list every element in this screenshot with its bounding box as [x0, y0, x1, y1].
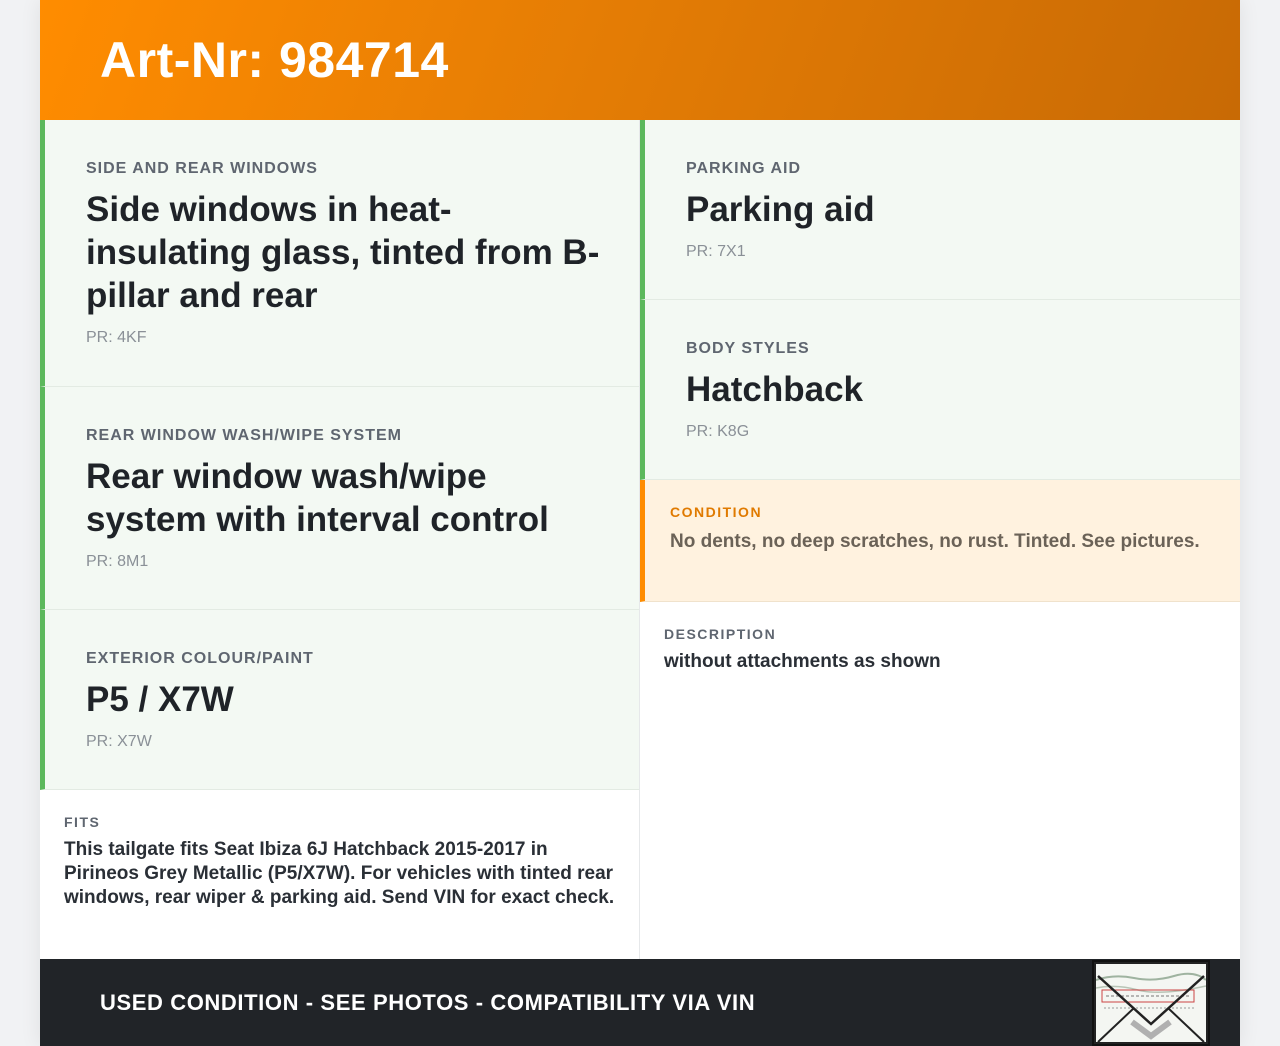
article-number-title: Art-Nr: 984714 — [100, 32, 449, 88]
spec-pr-code: PR: X7W — [86, 733, 152, 750]
spec-label: EXTERIOR COLOUR/PAINT — [86, 650, 314, 667]
spec-value: Hatchback — [686, 370, 864, 409]
spec-pr-code: PR: 8M1 — [86, 553, 149, 570]
condition-text: No dents, no deep scratches, no rust. Tinted. See pictures. — [670, 531, 1200, 552]
spec-value: Rear window wash/wipe system with interval control — [86, 457, 549, 539]
spec-label: BODY STYLES — [686, 340, 810, 357]
spec-pr-code: PR: K8G — [686, 423, 750, 440]
spec-pr-code: PR: 7X1 — [686, 243, 746, 260]
footer-bar — [40, 959, 1240, 1046]
spec-label: SIDE AND REAR WINDOWS — [86, 160, 318, 177]
spec-value: P5 / X7W — [86, 680, 234, 719]
left-column — [40, 120, 640, 959]
right-column — [640, 120, 1240, 959]
spec-label: REAR WINDOW WASH/WIPE SYSTEM — [86, 427, 402, 444]
spec-value: Side windows in heat-insulating glass, tinted from B-pillar and rear — [86, 190, 600, 315]
condition-label: CONDITION — [670, 504, 763, 520]
listing-sheet — [40, 0, 1240, 1046]
fits-section — [40, 790, 639, 910]
header-banner — [40, 0, 1240, 120]
condition-box — [640, 480, 1240, 602]
footer-tagline: USED CONDITION - SEE PHOTOS - COMPATIBILITY VIA VIN — [100, 989, 756, 1015]
envelope-sticker-icon[interactable] — [1092, 960, 1210, 1046]
spec-body-styles — [640, 300, 1240, 480]
spec-pr-code: PR: 4KF — [86, 329, 147, 346]
spec-parking-aid — [640, 120, 1240, 300]
fits-label: FITS — [64, 814, 101, 830]
thumbnail-image — [1094, 962, 1208, 1044]
spec-value: Parking aid — [686, 190, 875, 229]
spec-side-rear-windows — [40, 120, 639, 387]
description-text: without attachments as shown — [664, 651, 941, 672]
description-label: DESCRIPTION — [664, 626, 777, 642]
fits-text: This tailgate fits Seat Ibiza 6J Hatchback 2015-2017 in Pirineos Grey Metallic (P5/X7W). For vehicles with tinted rear windows, rear wiper & parking aid. Send VIN for exact check. — [64, 839, 615, 908]
spec-rear-wash-wipe — [40, 387, 639, 610]
content-columns — [40, 120, 1240, 959]
description-section — [640, 602, 1240, 674]
spec-exterior-colour — [40, 610, 639, 790]
spec-label: PARKING AID — [686, 160, 801, 177]
